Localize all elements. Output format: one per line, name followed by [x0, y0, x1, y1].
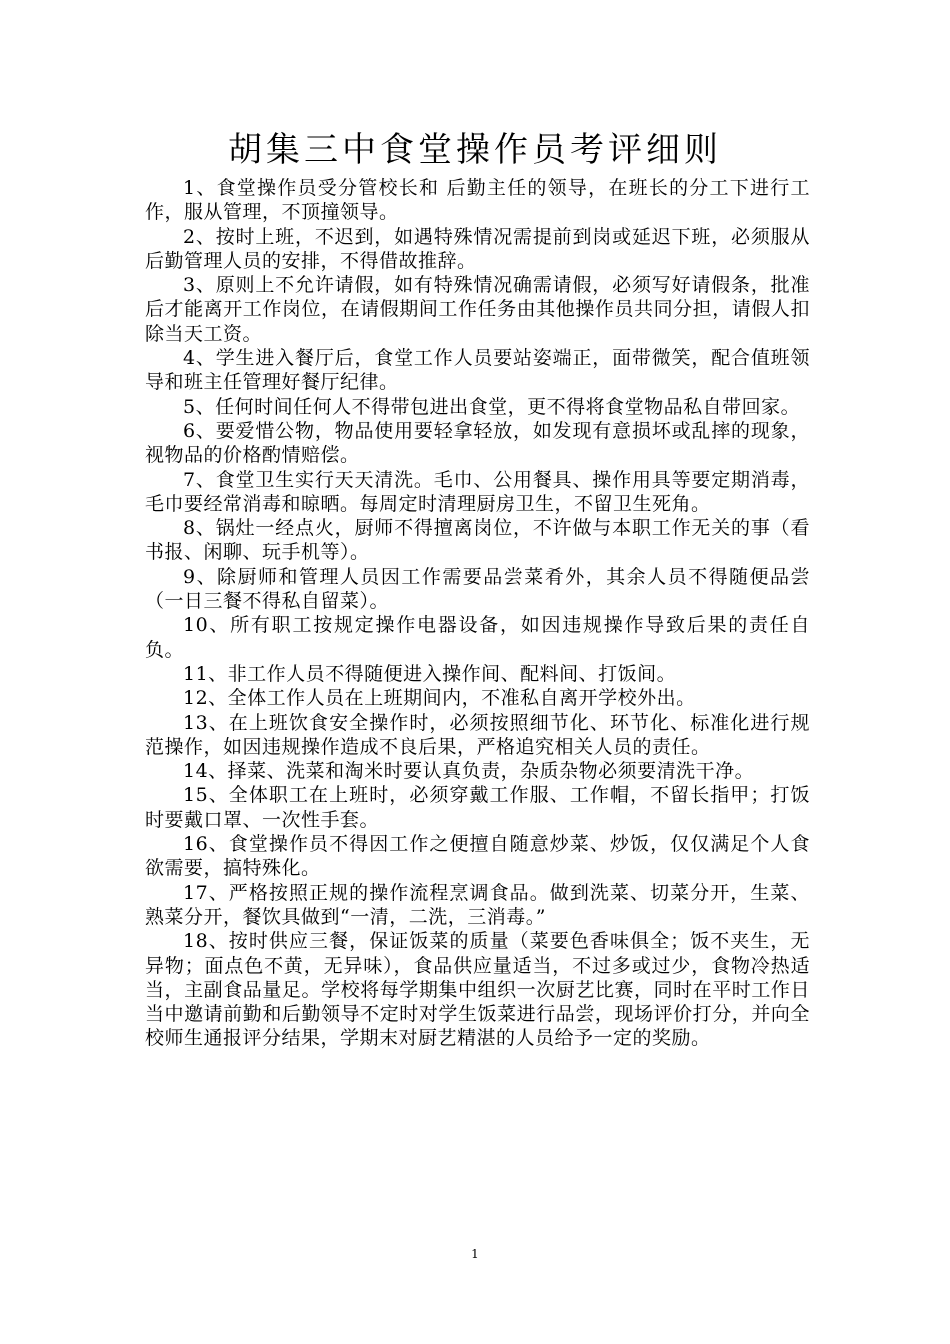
- rule-paragraph-7: 7、食堂卫生实行天天清洗。毛巾、公用餐具、操作用具等要定期消毒，毛巾要经常消毒和晾晒。每周定时清理厨房卫生，不留卫生死角。: [145, 468, 810, 515]
- rule-paragraph-10: 10、所有职工按规定操作电器设备，如因违规操作导致后果的责任自负。: [145, 614, 810, 661]
- rule-paragraph-9: 9、除厨师和管理人员因工作需要品尝菜肴外，其余人员不得随便品尝（一日三餐不得私自留菜）。: [145, 565, 810, 613]
- rule-paragraph-16: 16、食堂操作员不得因工作之便擅自随意炒菜、炒饭，仅仅满足个人食欲需要，搞特殊化。: [145, 833, 810, 880]
- rule-paragraph-18: 18、按时供应三餐，保证饭菜的质量（菜要色香味俱全；饭不夹生，无异物；面点色不黄，无异味），食品供应量适当，不过多或过少，食物冷热适当，主副食品量足。学校将每学期集中组织一次厨艺比赛，同时在平时工作日当中邀请前勤和后勤领导不定时对学生饭菜进行品尝，现场评价打分，并向全校师生通报评分结果，学期末对厨艺精湛的人员给予一定的奖励。: [145, 930, 810, 1050]
- rule-paragraph-12: 12、全体工作人员在上班期间内，不准私自离开学校外出。: [183, 687, 696, 710]
- document-title: 胡集三中食堂操作员考评细则: [228, 130, 722, 170]
- rule-paragraph-17: 17、严格按照正规的操作流程烹调食品。做到洗菜、切菜分开，生菜、熟菜分开，餐饮具做到“一清，二洗，三消毒。”: [145, 881, 810, 928]
- rule-paragraph-15: 15、全体职工在上班时，必须穿戴工作服、工作帽，不留长指甲；打饭时要戴口罩、一次性手套。: [145, 784, 810, 831]
- rule-paragraph-13: 13、在上班饮食安全操作时，必须按照细节化、环节化、标准化进行规范操作，如因违规操作造成不良后果，严格追究相关人员的责任。: [145, 711, 810, 758]
- rules-body: [145, 176, 810, 1051]
- rule-paragraph-8: 8、锅灶一经点火，厨师不得擅离岗位，不许做与本职工作无关的事（看书报、闲聊、玩手机等）。: [145, 517, 810, 564]
- rule-paragraph-4: 4、学生进入餐厅后，食堂工作人员要站姿端正，面带微笑，配合值班领导和班主任管理好餐厅纪律。: [145, 347, 810, 394]
- rule-paragraph-5: 5、任何时间任何人不得带包进出食堂，更不得将食堂物品私自带回家。: [183, 395, 801, 418]
- rule-paragraph-2: 2、按时上班，不迟到，如遇特殊情况需提前到岗或延迟下班，必须服从后勤管理人员的安排，不得借故推辞。: [145, 225, 810, 272]
- rule-paragraph-14: 14、择菜、洗菜和淘米时要认真负责，杂质杂物必须要清洗干净。: [183, 760, 755, 783]
- rule-paragraph-11: 11、非工作人员不得随便进入操作间、配料间、打饭间。: [183, 662, 677, 685]
- rule-paragraph-6: 6、要爱惜公物，物品使用要轻拿轻放，如发现有意损坏或乱摔的现象，视物品的价格酌情赔偿。: [145, 419, 810, 467]
- page-number: 1: [471, 1247, 479, 1261]
- rule-paragraph-1: 1、食堂操作员受分管校长和 后勤主任的领导，在班长的分工下进行工作，服从管理，不顶撞领导。: [145, 177, 810, 224]
- rule-paragraph-3: 3、原则上不允许请假，如有特殊情况确需请假，必须写好请假条，批准后才能离开工作岗位，在请假期间工作任务由其他操作员共同分担，请假人扣除当天工资。: [145, 274, 810, 345]
